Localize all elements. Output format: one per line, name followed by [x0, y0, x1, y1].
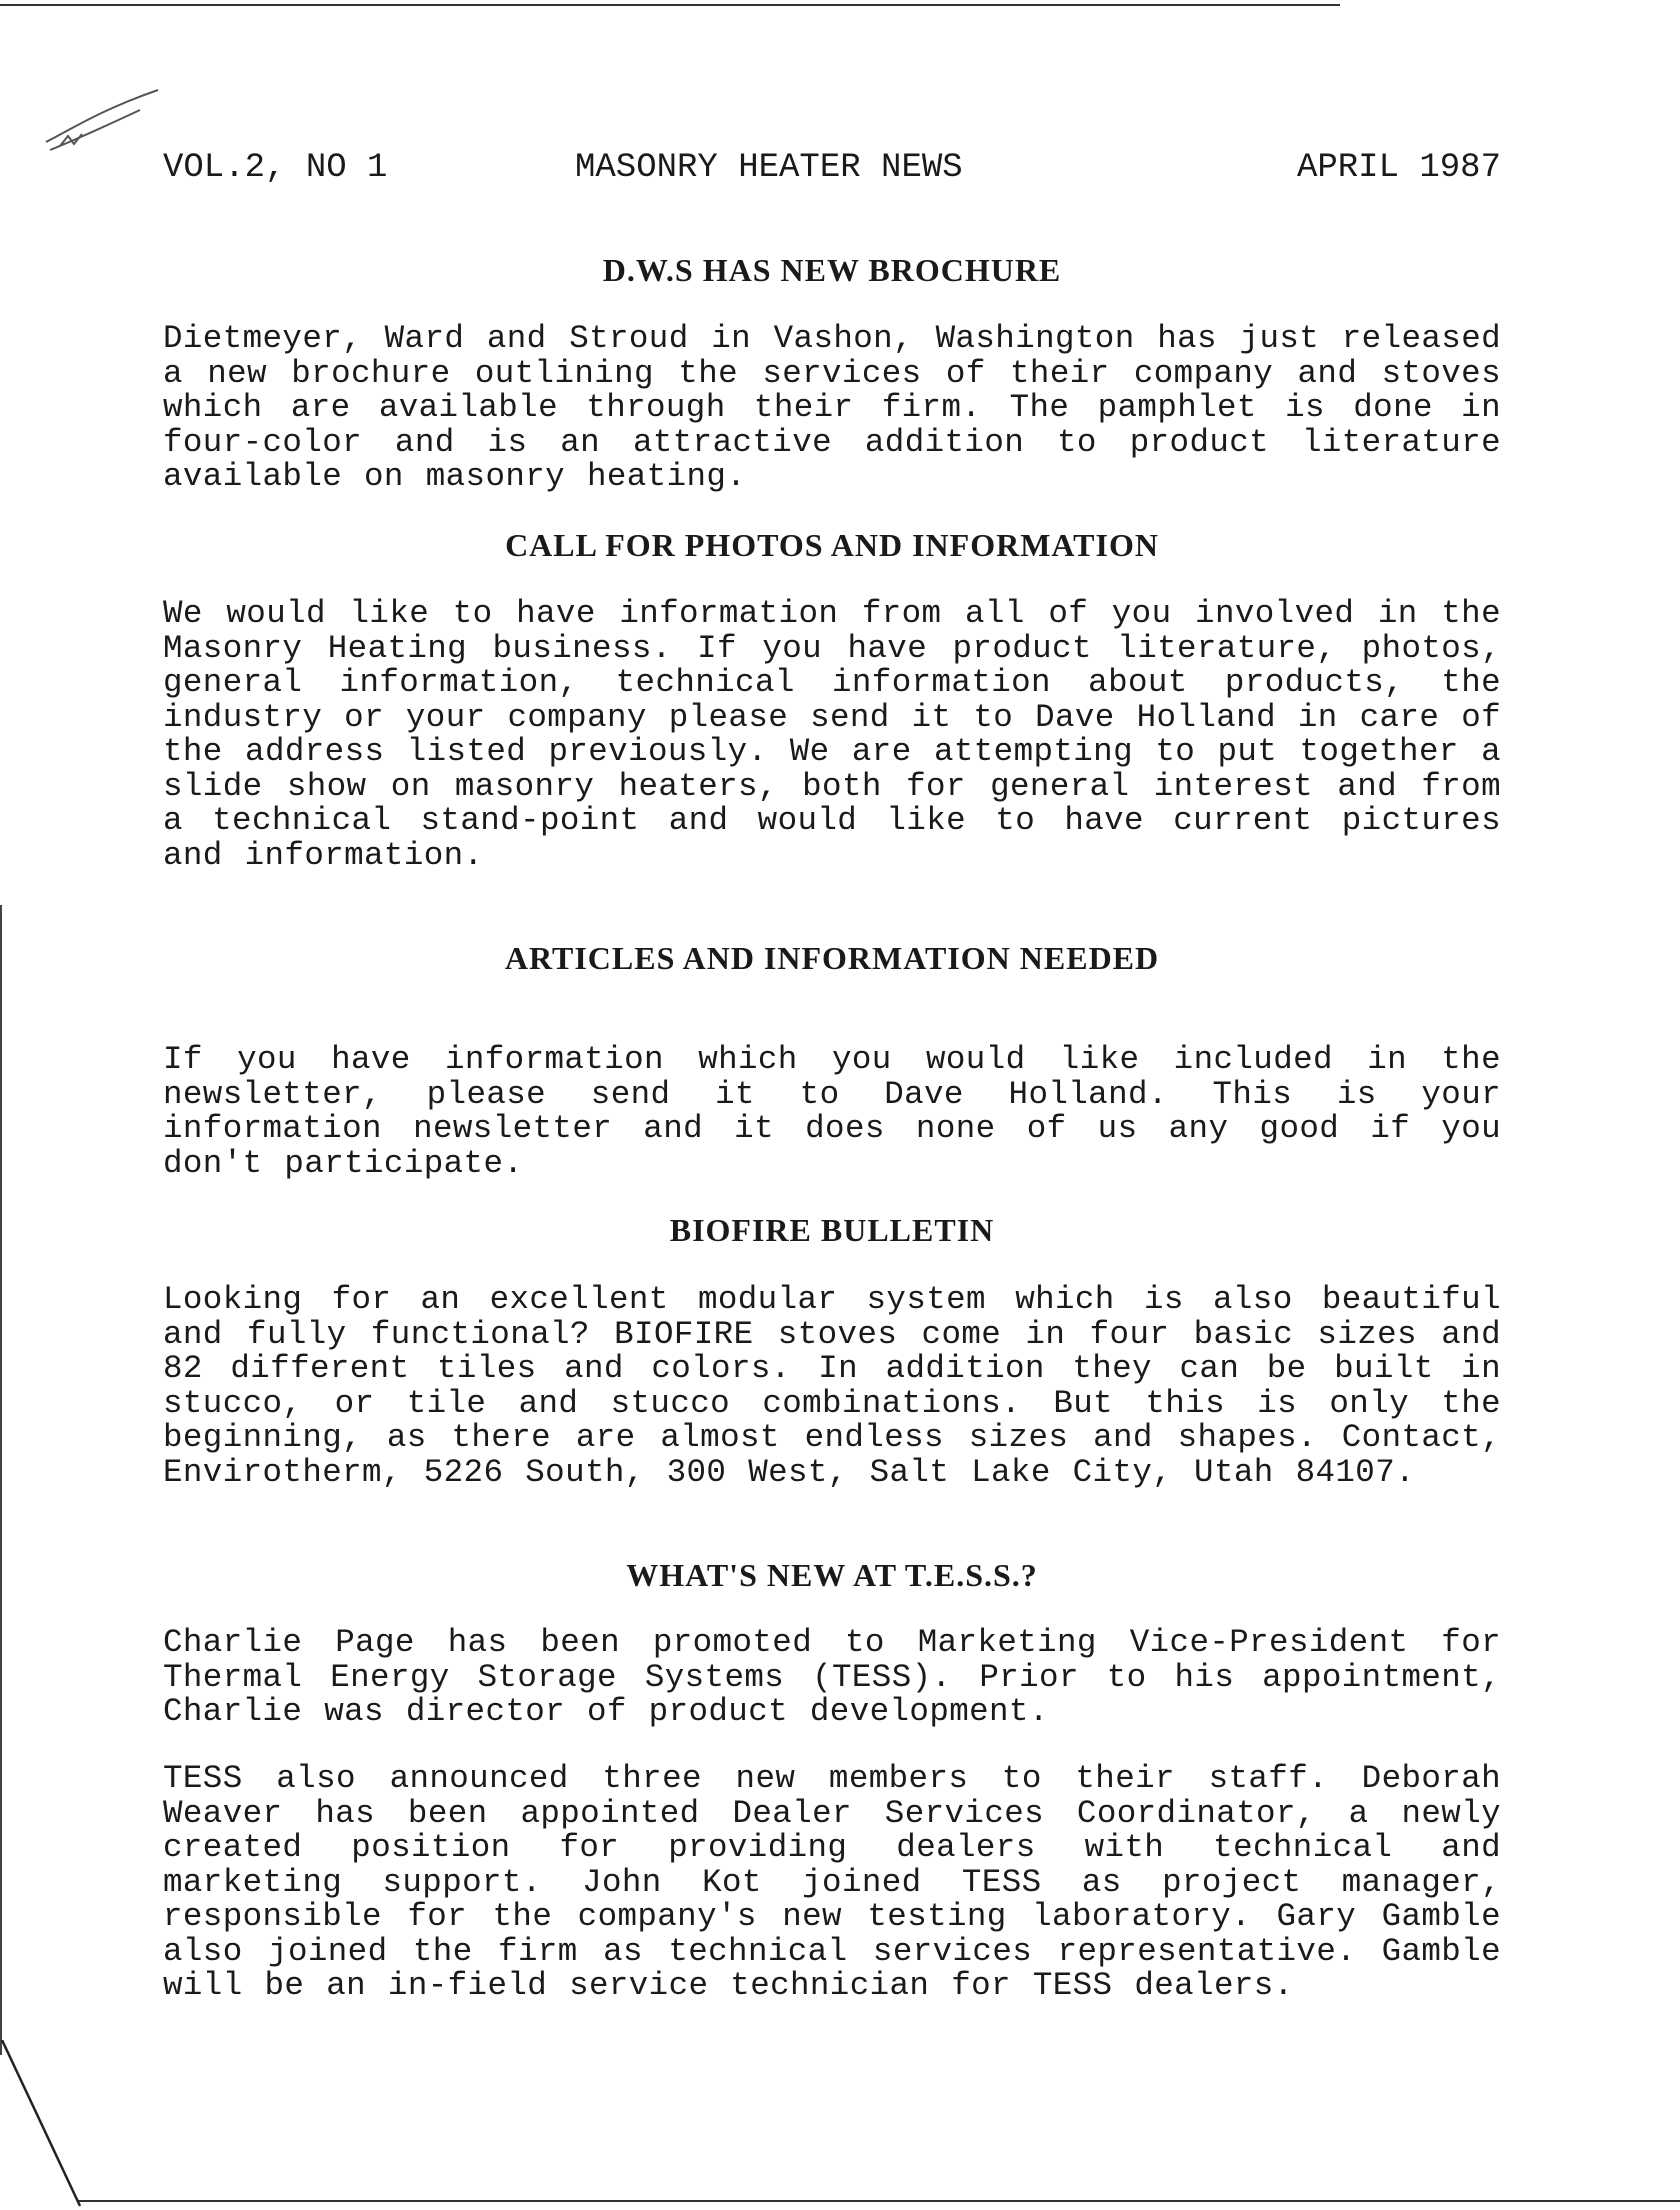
- section-paragraph: If you have information which you would like included in the newsletter, please send it to Dave Holland. This is your information newsletter and it does none of us any good if you don't participate.: [163, 1041, 1501, 1182]
- section-paragraph: We would like to have information from all of you involved in the Masonry Heating business. If you have product literature, photos, general information, technical information about products, the industry or your company please send it to Dave Holland in care of the address listed previously. We are attempting to put together a slide show on masonry heaters, both for general interest and from a technical stand-point and would like to have current pictures and information.: [163, 595, 1501, 874]
- corner-fold-mark: [0, 2040, 90, 2210]
- issue-volume: VOL.2, NO 1: [163, 149, 388, 187]
- bottom-edge-rule: [78, 2200, 1680, 2202]
- issue-date: APRIL 1987: [1296, 149, 1501, 187]
- section-heading: WHAT'S NEW AT T.E.S.S.?: [626, 1557, 1038, 1593]
- section-paragraph: Looking for an excellent modular system which is also beautiful and fully functional? BIOFIRE stoves come in four basic sizes and 82 different tiles and colors. In addition they can be built in stucco, or tile and stucco combinations. But this is only the beginning, as there are almost endless sizes and shapes. Contact, Envirotherm, 5226 South, 300 West, Salt Lake City, Utah 84107.: [163, 1281, 1501, 1491]
- section-paragraph: Dietmeyer, Ward and Stroud in Vashon, Washington has just released a new brochure outlining the services of their company and stoves which are available through their firm. The pamphlet is done in four-color and is an attractive addition to product literature available on masonry heating.: [163, 320, 1501, 495]
- pen-scribble-mark: [40, 80, 170, 160]
- left-edge-rule: [0, 905, 2, 2055]
- section-paragraph: TESS also announced three new members to their staff. Deborah Weaver has been appointed Dealer Services Coordinator, a newly created position for providing dealers with technical and marketing support. John Kot joined TESS as project manager, responsible for the company's new testing laboratory. Gary Gamble also joined the firm as technical services representative. Gamble will be an in-field service technician for TESS dealers.: [163, 1760, 1501, 2004]
- section-heading: CALL FOR PHOTOS AND INFORMATION: [505, 527, 1159, 563]
- newsletter-title: MASONRY HEATER NEWS: [575, 149, 963, 187]
- masthead: [163, 146, 1501, 190]
- top-edge-rule: [0, 4, 1340, 6]
- section-heading: BIOFIRE BULLETIN: [669, 1212, 995, 1248]
- section-paragraph: Charlie Page has been promoted to Marketing Vice-President for Thermal Energy Storage Systems (TESS). Prior to his appointment, Charlie was director of product development.: [163, 1624, 1501, 1730]
- section-heading: D.W.S HAS NEW BROCHURE: [602, 252, 1062, 288]
- section-heading: ARTICLES AND INFORMATION NEEDED: [504, 940, 1160, 976]
